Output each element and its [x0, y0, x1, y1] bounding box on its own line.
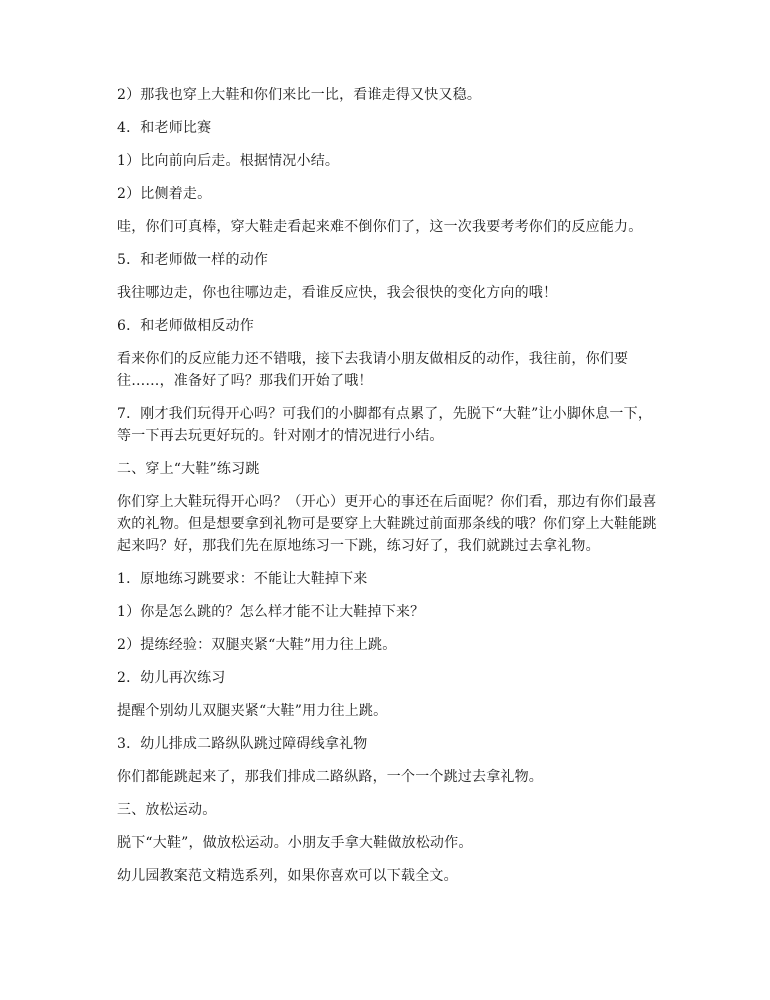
paragraph: 1）你是怎么跳的？怎么样才能不让大鞋掉下来？: [117, 604, 425, 620]
paragraph: 2）那我也穿上大鞋和你们来比一比，看谁走得又快又稳。: [117, 87, 482, 103]
section-heading: 三、放松运动。: [117, 802, 217, 818]
paragraph: 2）比侧着走。: [117, 186, 212, 202]
paragraph: 脱下“大鞋”，做放松运动。小朋友手拿大鞋做放松动作。: [117, 835, 473, 851]
paragraph: 你们都能跳起来了，那我们排成二路纵路，一个一个跳过去拿礼物。: [117, 769, 543, 785]
document-body: [117, 84, 657, 898]
section-heading: 3．幼儿排成二路纵队跳过障碍线拿礼物: [117, 736, 368, 752]
section-heading: 2．幼儿再次练习: [117, 670, 226, 686]
paragraph: 提醒个别幼儿双腿夹紧“大鞋”用力往上跳。: [117, 703, 388, 719]
paragraph: 2）提练经验：双腿夹紧“大鞋”用力往上跳。: [117, 637, 397, 653]
section-heading: 5．和老师做一样的动作: [117, 252, 269, 268]
paragraph: 你们穿上大鞋玩得开心吗？（开心）更开心的事还在后面呢？你们看，那边有你们最喜欢的礼物。但是想要拿到礼物可是要穿上大鞋跳过前面那条线的哦？你们穿上大鞋能跳起来吗？好，那我们先在原地练习一下跳，练习好了，我们就跳过去拿礼物。: [117, 494, 657, 554]
paragraph: 我往哪边走，你也往哪边走，看谁反应快，我会很快的变化方向的哦！: [117, 285, 558, 301]
paragraph: 看来你们的反应能力还不错哦，接下去我请小朋友做相反的动作，我往前，你们要往……，准备好了吗？那我们开始了哦！: [117, 351, 629, 389]
section-heading: 4．和老师比赛: [117, 120, 212, 136]
section-heading: 1．原地练习跳要求：不能让大鞋掉下来: [117, 571, 368, 587]
section-heading: 6．和老师做相反动作: [117, 318, 254, 334]
paragraph: 哇，你们可真棒，穿大鞋走看起来难不倒你们了，这一次我要考考你们的反应能力。: [117, 219, 643, 235]
closing-note: 幼儿园教案范文精选系列，如果你喜欢可以下载全文。: [117, 868, 458, 884]
paragraph: 7．刚才我们玩得开心吗？可我们的小脚都有点累了，先脱下“大鞋”让小脚休息一下，等一下再去玩更好玩的。针对刚才的情况进行小结。: [117, 406, 653, 444]
section-heading: 二、穿上“大鞋”练习跳: [117, 461, 260, 477]
paragraph: 1）比向前向后走。根据情况小结。: [117, 153, 340, 169]
